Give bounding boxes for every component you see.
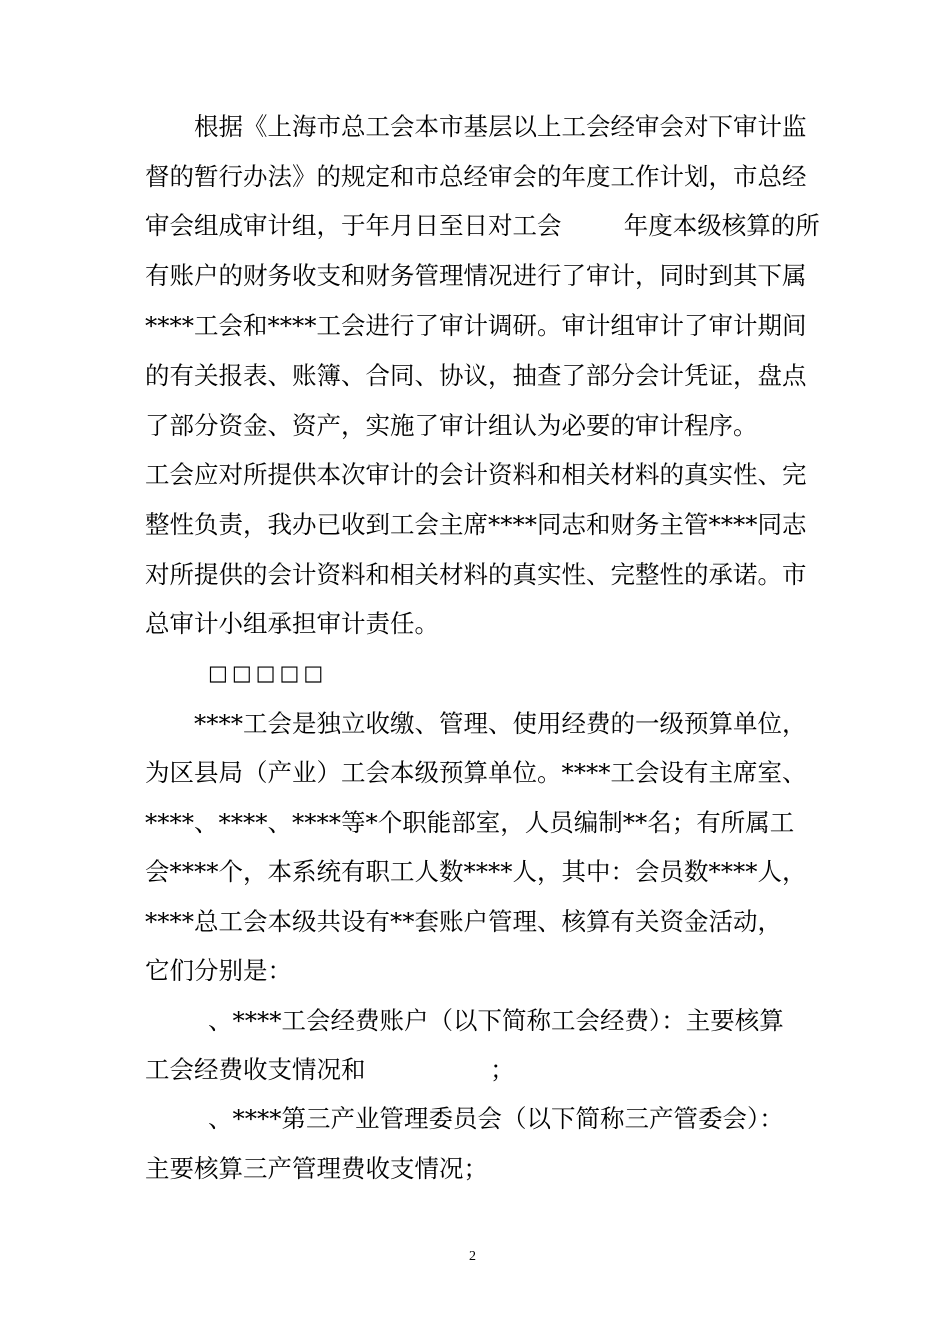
item2-line-2: 主要核算三产管理费收支情况； — [145, 1154, 488, 1183]
paragraph3-line-3: ****、****、****等*个职能部室，人员编制**名；有所属工 — [145, 808, 795, 837]
paragraph3-line-2: 为区县局（产业）工会本级预算单位。****工会设有主席室、 — [145, 758, 807, 787]
page-number: 2 — [469, 1249, 476, 1264]
item1-line-1: 、****工会经费账户（以下简称工会经费）：主要核算 — [208, 1006, 784, 1035]
paragraph1-line-2: 督的暂行办法》的规定和市总经审会的年度工作计划，市总经 — [145, 162, 807, 191]
paragraph1-line-3: 审会组成审计组，于年月日至日对工会 年度本级核算的所 — [145, 211, 820, 240]
paragraph1-line-1: 根据《上海市总工会本市基层以上工会经审会对下审计监 — [194, 112, 807, 141]
paragraph2-line-3: 对所提供的会计资料和相关材料的真实性、完整性的承诺。市 — [145, 560, 807, 589]
item1-line-2: 工会经费收支情况和 ； — [145, 1055, 515, 1084]
paragraph3-line-5: ****总工会本级共设有**套账户管理、核算有关资金活动， — [145, 907, 782, 936]
paragraph2-line-2: 整性负责，我办已收到工会主席****同志和财务主管****同志 — [145, 510, 807, 539]
paragraph2-line-4: 总审计小组承担审计责任。 — [145, 609, 439, 638]
paragraph1-line-7: 了部分资金、资产，实施了审计组认为必要的审计程序。 — [145, 411, 758, 440]
paragraph1-line-4: 有账户的财务收支和财务管理情况进行了审计，同时到其下属 — [145, 261, 807, 290]
paragraph3-line-6: 它们分别是： — [145, 956, 292, 985]
item2-line-1: 、****第三产业管理委员会（以下简称三产管委会）： — [208, 1104, 784, 1133]
paragraph1-line-6: 的有关报表、账簿、合同、协议，抽查了部分会计凭证，盘点 — [145, 361, 807, 390]
paragraph3-line-1: ****工会是独立收缴、管理、使用经费的一级预算单位， — [194, 709, 807, 738]
section-heading: □□□□□ — [208, 661, 328, 685]
paragraph3-line-4: 会****个，本系统有职工人数****人，其中：会员数****人， — [145, 857, 807, 886]
paragraph2-line-1: 工会应对所提供本次审计的会计资料和相关材料的真实性、完 — [145, 460, 807, 489]
paragraph1-line-5: ****工会和****工会进行了审计调研。审计组审计了审计期间 — [145, 311, 807, 340]
